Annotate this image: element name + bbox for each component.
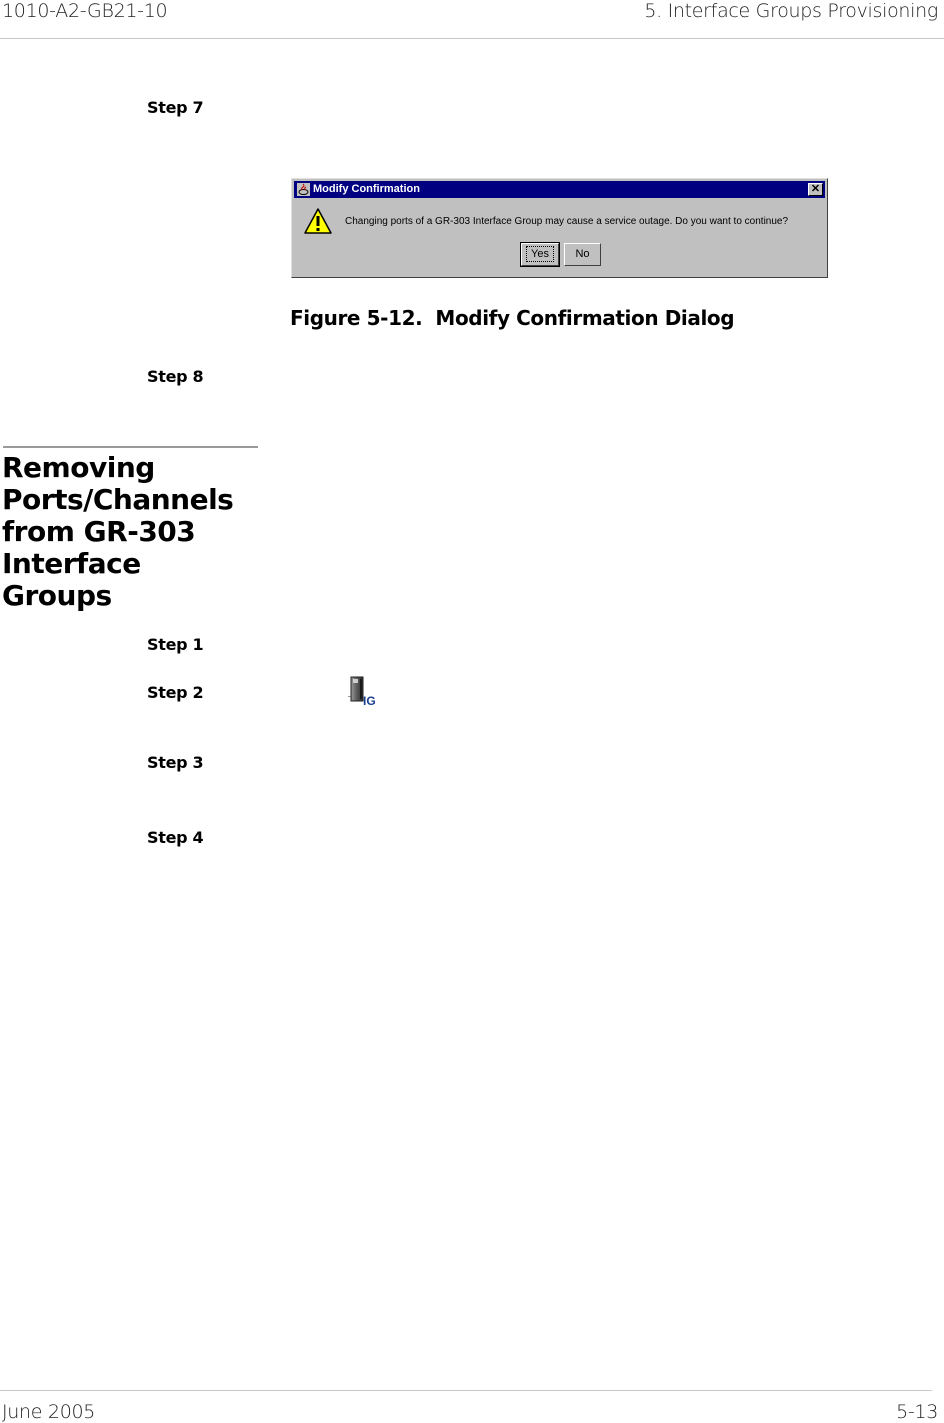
figure-caption: Figure 5-12. Modify Confirmation Dialog xyxy=(290,306,735,330)
header-doc-number: 1010-A2-GB21-10 xyxy=(2,0,168,22)
warning-icon xyxy=(303,207,333,235)
ig-icon-text: IG xyxy=(363,694,376,706)
header-divider xyxy=(0,38,944,39)
modify-confirmation-dialog xyxy=(291,178,828,278)
java-app-icon xyxy=(297,183,310,196)
footer-date: June 2005 xyxy=(2,1401,96,1423)
yes-button-label: Yes xyxy=(526,246,554,262)
interface-group-icon xyxy=(347,674,385,706)
yes-button[interactable] xyxy=(521,243,559,266)
section-title-line-2: Ports/Channels xyxy=(2,483,234,516)
step-8-label: Step 8 xyxy=(147,367,204,386)
section-title-line-4: Interface xyxy=(2,547,141,580)
close-icon[interactable]: ✕ xyxy=(808,183,823,196)
header-chapter-title: 5. Interface Groups Provisioning xyxy=(644,0,938,22)
section-divider xyxy=(3,446,258,448)
step-3-label: Step 3 xyxy=(147,753,204,772)
step-4-label: Step 4 xyxy=(147,828,204,847)
section-title-line-5: Groups xyxy=(2,579,112,612)
section-title xyxy=(2,452,258,612)
footer-divider xyxy=(0,1390,932,1391)
dialog-title: Modify Confirmation xyxy=(313,183,420,195)
step-7-label: Step 7 xyxy=(147,98,204,117)
step-1-label: Step 1 xyxy=(147,635,204,654)
step-2-label: Step 2 xyxy=(147,683,204,702)
dialog-message: Changing ports of a GR-303 Interface Group may cause a service outage. Do you want to continue? xyxy=(345,216,789,227)
footer-page-number: 5-13 xyxy=(896,1401,938,1423)
dialog-title-bar[interactable] xyxy=(294,181,825,198)
section-title-line-1: Removing xyxy=(2,451,155,484)
section-title-line-3: from GR-303 xyxy=(2,515,196,548)
no-button[interactable]: No xyxy=(564,243,601,266)
